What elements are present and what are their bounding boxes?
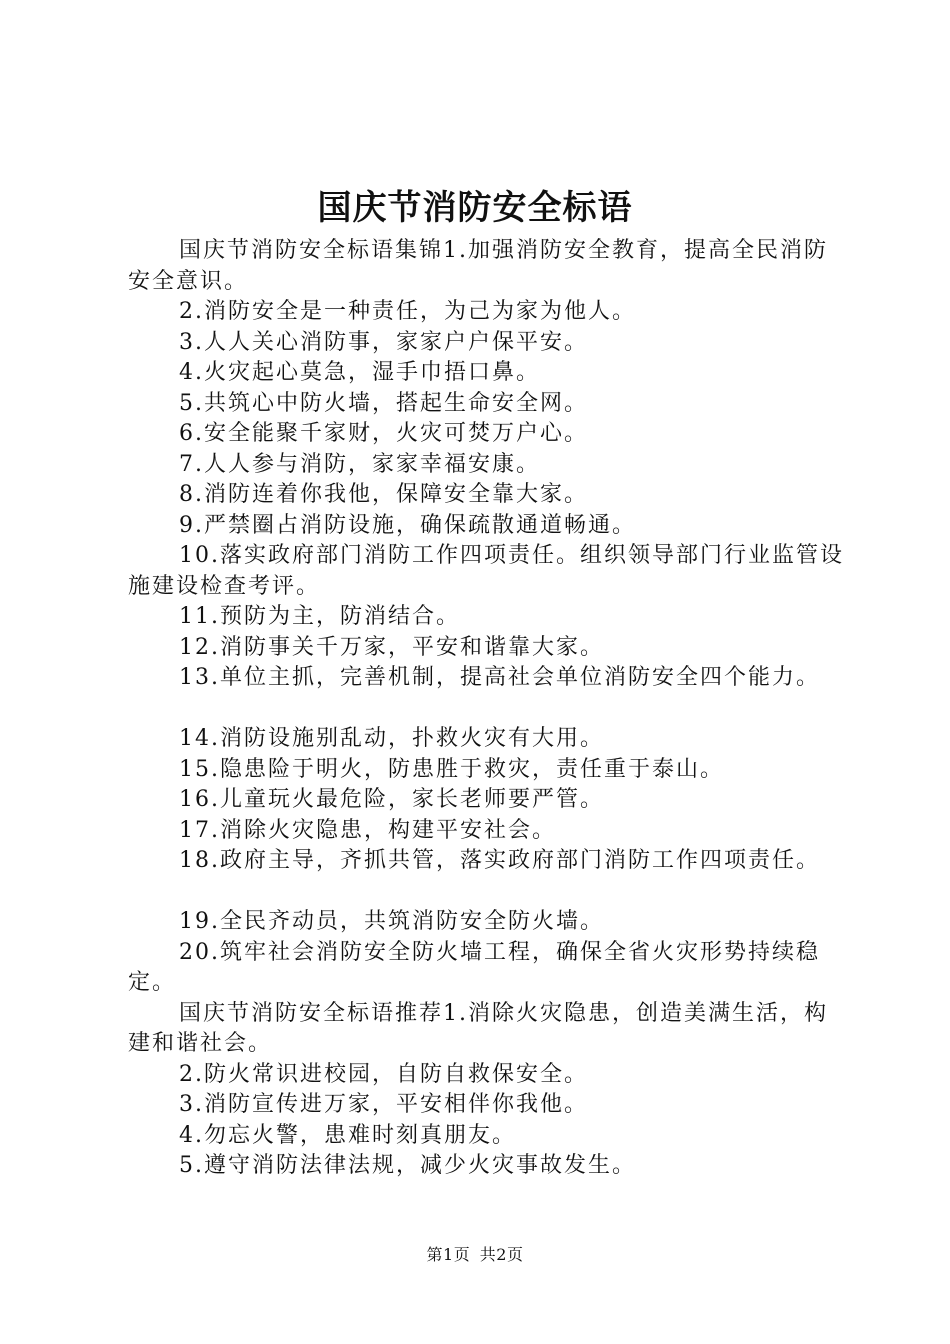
- paragraph: 5.遵守消防法律法规，减少火灾事故发生。: [179, 1153, 636, 1178]
- paragraph: 20.筑牢社会消防安全防火墙工程，确保全省火灾形势持续稳定。: [128, 939, 820, 995]
- paragraph: 4.火灾起心莫急，湿手巾捂口鼻。: [179, 360, 540, 385]
- paragraph: 19.全民齐动员，共筑消防安全防火墙。: [179, 909, 604, 934]
- paragraph: 5.共筑心中防火墙，搭起生命安全网。: [179, 390, 588, 416]
- paragraph: 8.消防连着你我他，保障安全靠大家。: [179, 482, 588, 507]
- blank-line: [128, 694, 850, 725]
- paragraph: 3.消防宣传进万家，平安相伴你我他。: [179, 1092, 588, 1117]
- paragraph: 6.安全能聚千家财，火灾可焚万户心。: [179, 421, 588, 446]
- paragraph: 11.预防为主，防消结合。: [179, 604, 460, 629]
- paragraph: 3.人人关心消防事，家家户户保平安。: [179, 329, 588, 355]
- paragraph: 2.防火常识进校园，自防自救保安全。: [179, 1061, 588, 1087]
- page-total: 共2页: [479, 1245, 524, 1264]
- document-body: [128, 236, 850, 1182]
- paragraph: 9.严禁圈占消防设施，确保疏散通道畅通。: [179, 512, 636, 538]
- blank-line: [128, 877, 850, 908]
- paragraph: 10.落实政府部门消防工作四项责任。组织领导部门行业监管设施建设检查考评。: [128, 543, 844, 599]
- paragraph: 18.政府主导，齐抓共管，落实政府部门消防工作四项责任。: [179, 848, 820, 873]
- paragraph: 17.消除火灾隐患，构建平安社会。: [179, 817, 556, 843]
- paragraph: 国庆节消防安全标语集锦1.加强消防安全教育，提高全民消防安全意识。: [128, 238, 828, 294]
- page-number: 第1页: [426, 1245, 471, 1264]
- paragraph: 国庆节消防安全标语推荐1.消除火灾隐患，创造美满生活，构建和谐社会。: [128, 1000, 828, 1056]
- paragraph: 7.人人参与消防，家家幸福安康。: [179, 451, 540, 477]
- paragraph: 16.儿童玩火最危险，家长老师要严管。: [179, 787, 604, 812]
- paragraph: 12.消防事关千万家，平安和谐靠大家。: [179, 634, 604, 660]
- document-title: 国庆节消防安全标语: [317, 188, 633, 228]
- paragraph: 2.消防安全是一种责任，为己为家为他人。: [179, 299, 636, 324]
- paragraph: 15.隐患险于明火，防患胜于救灾，责任重于泰山。: [179, 756, 724, 782]
- paragraph: 4.勿忘火警，患难时刻真朋友。: [179, 1122, 516, 1148]
- page-footer: [0, 1244, 950, 1266]
- paragraph: 13.单位主抓，完善机制，提高社会单位消防安全四个能力。: [179, 665, 820, 690]
- paragraph: 14.消防设施别乱动，扑救火灾有大用。: [179, 726, 604, 751]
